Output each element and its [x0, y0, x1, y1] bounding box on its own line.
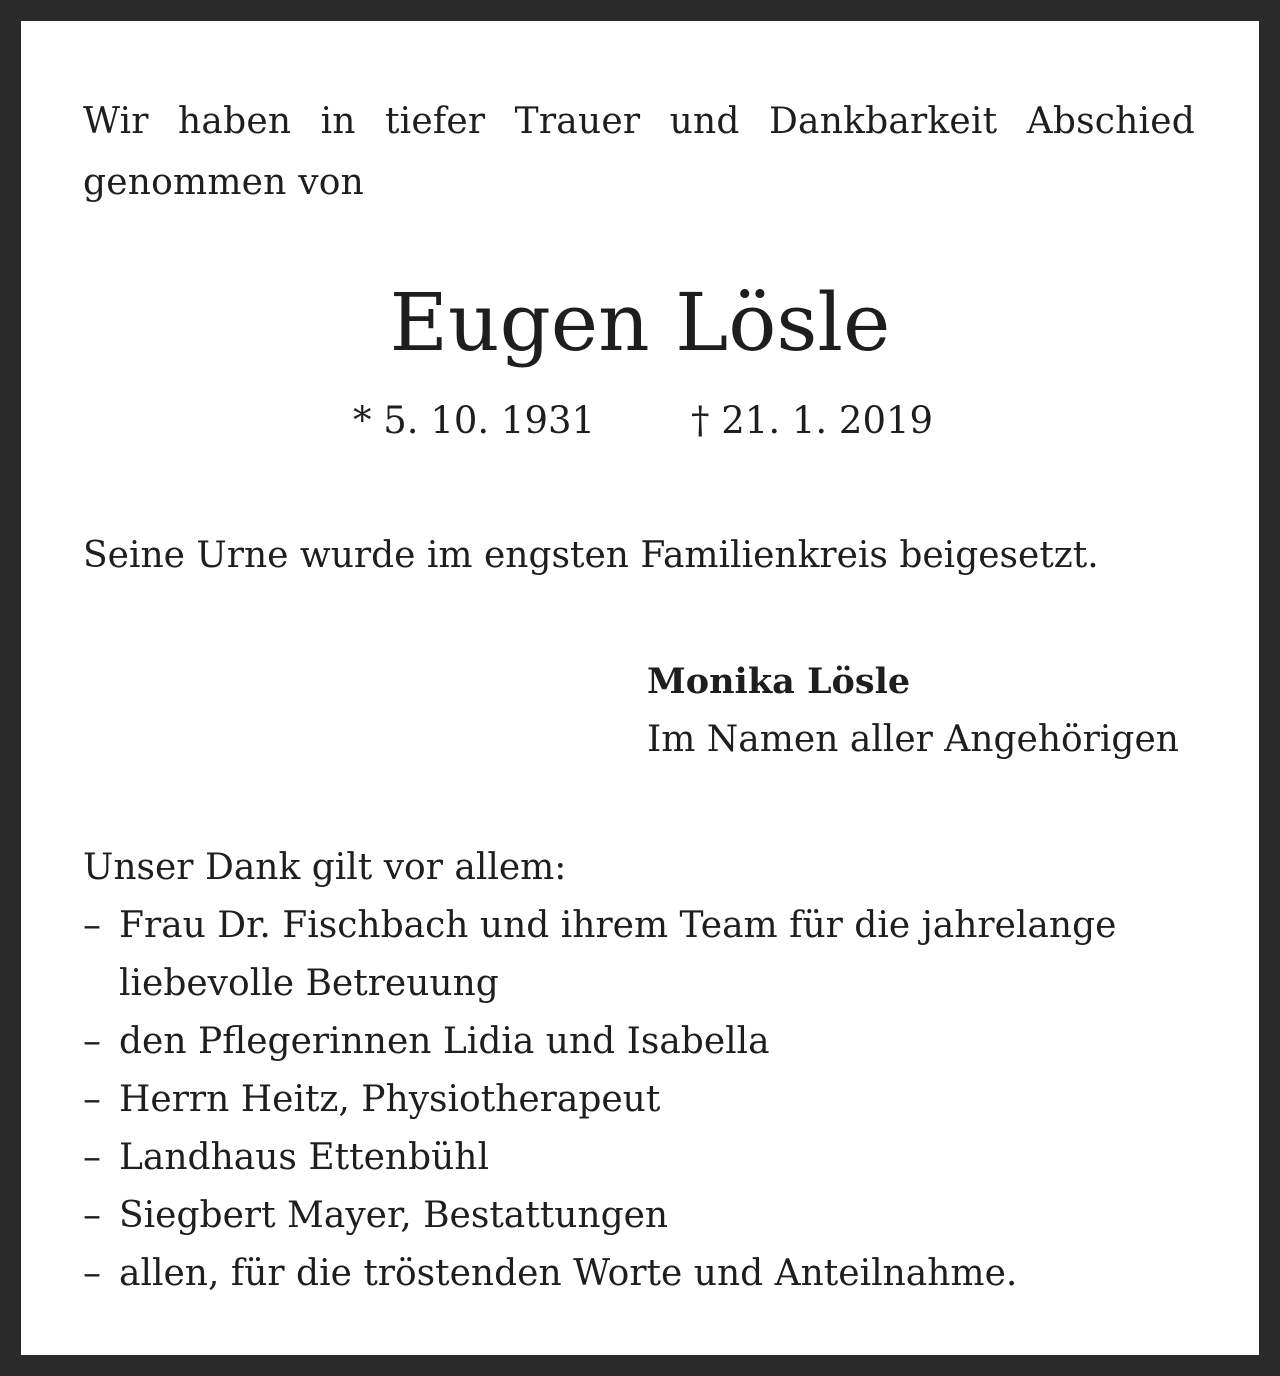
thanks-item-text: Landhaus Ettenbühl: [119, 1137, 489, 1178]
list-item: [83, 1071, 1195, 1129]
thanks-list: [83, 897, 1195, 1303]
list-item: [83, 1129, 1195, 1187]
signer-name: Monika Lösle: [647, 661, 911, 702]
thanks-item-text: allen, für die tröstenden Worte und Anteilnahme.: [119, 1253, 1018, 1294]
death-date: † 21. 1. 2019: [691, 399, 934, 442]
signer-block: [647, 653, 1179, 769]
thanks-section: [83, 839, 1195, 1303]
dash-marker: –: [83, 1079, 101, 1120]
dash-marker: –: [83, 1137, 101, 1178]
deceased-name: Eugen Lösle: [389, 276, 891, 369]
list-item: [83, 1245, 1195, 1303]
list-item: [83, 1187, 1195, 1245]
thanks-item-text: den Pflegerinnen Lidia und Isabella: [119, 1021, 770, 1062]
dash-marker: –: [83, 905, 101, 946]
birth-date: * 5. 10. 1931: [353, 399, 596, 442]
intro-text: Wir haben in tiefer Trauer und Dankbarkeit Abschied genommen von: [83, 101, 1195, 203]
list-item: [83, 897, 1195, 1013]
thanks-item-text: Herrn Heitz, Physiotherapeut: [119, 1079, 661, 1120]
burial-note: Seine Urne wurde im engsten Familienkreis beigesetzt.: [83, 535, 1099, 576]
thanks-heading: Unser Dank gilt vor allem:: [83, 847, 567, 888]
obituary-notice: [21, 21, 1259, 1355]
list-item: [83, 1013, 1195, 1071]
dash-marker: –: [83, 1021, 101, 1062]
dash-marker: –: [83, 1253, 101, 1294]
thanks-item-text: Siegbert Mayer, Bestattungen: [119, 1195, 669, 1236]
thanks-item-text: Frau Dr. Fischbach und ihrem Team für die jahrelange liebevolle Betreuung: [119, 905, 1117, 1004]
dash-marker: –: [83, 1195, 101, 1236]
signer-note: Im Namen aller Angehörigen: [647, 719, 1179, 760]
